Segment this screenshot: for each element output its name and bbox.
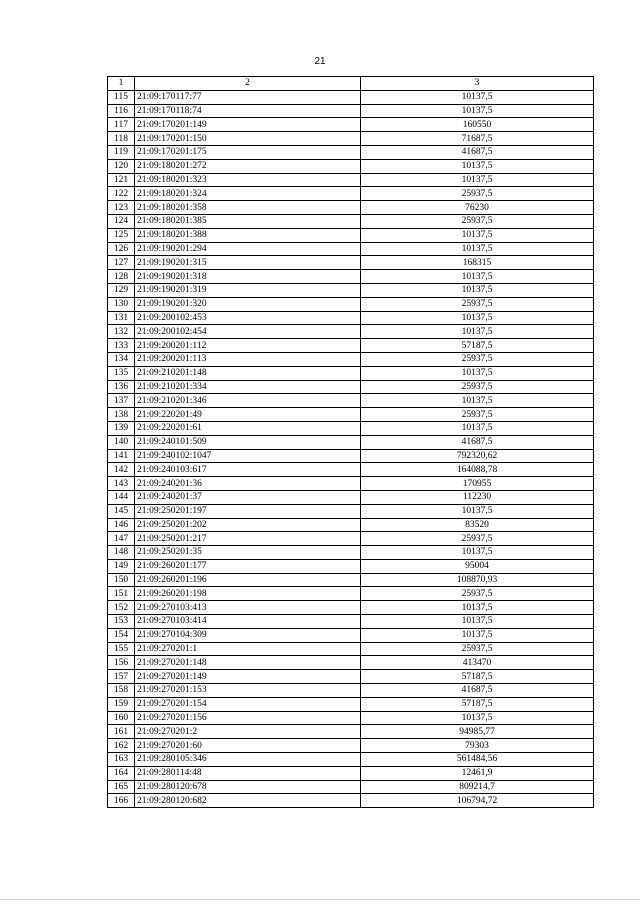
table-row <box>108 214 594 228</box>
value-cell: 160550 <box>361 118 594 132</box>
value-cell: 792320,62 <box>361 449 594 463</box>
table-row <box>108 366 594 380</box>
table-row <box>108 477 594 491</box>
row-number-cell: 123 <box>108 201 135 215</box>
value-cell: 10137,5 <box>361 615 594 629</box>
row-number-cell: 153 <box>108 615 135 629</box>
table-row <box>108 532 594 546</box>
value-cell: 809214,7 <box>361 780 594 794</box>
value-cell: 95004 <box>361 559 594 573</box>
row-number-cell: 128 <box>108 270 135 284</box>
cadastral-number-cell: 21:09:180201:358 <box>135 201 361 215</box>
row-number-cell: 164 <box>108 766 135 780</box>
value-cell: 10137,5 <box>361 711 594 725</box>
cadastral-number-cell: 21:09:190201:294 <box>135 242 361 256</box>
cadastral-number-cell: 21:09:190201:315 <box>135 256 361 270</box>
row-number-cell: 134 <box>108 352 135 366</box>
table-row <box>108 435 594 449</box>
cadastral-number-cell: 21:09:270103:413 <box>135 601 361 615</box>
row-number-cell: 137 <box>108 394 135 408</box>
cadastral-number-cell: 21:09:250201:202 <box>135 518 361 532</box>
value-cell: 41687,5 <box>361 435 594 449</box>
cadastral-number-cell: 21:09:200102:453 <box>135 311 361 325</box>
value-cell: 112230 <box>361 490 594 504</box>
cadastral-number-cell: 21:09:190201:320 <box>135 297 361 311</box>
value-cell: 10137,5 <box>361 228 594 242</box>
row-number-cell: 152 <box>108 601 135 615</box>
value-cell: 25937,5 <box>361 587 594 601</box>
row-number-cell: 160 <box>108 711 135 725</box>
row-number-cell: 141 <box>108 449 135 463</box>
row-number-cell: 116 <box>108 104 135 118</box>
cadastral-number-cell: 21:09:270201:149 <box>135 670 361 684</box>
cadastral-number-cell: 21:09:200201:113 <box>135 352 361 366</box>
cadastral-number-cell: 21:09:280120:678 <box>135 780 361 794</box>
cadastral-value-table <box>107 76 594 808</box>
row-number-cell: 147 <box>108 532 135 546</box>
row-number-cell: 163 <box>108 753 135 767</box>
row-number-cell: 150 <box>108 573 135 587</box>
cadastral-number-cell: 21:09:170201:149 <box>135 118 361 132</box>
cadastral-number-cell: 21:09:210201:148 <box>135 366 361 380</box>
table-row <box>108 739 594 753</box>
cadastral-number-cell: 21:09:240101:509 <box>135 435 361 449</box>
row-number-cell: 162 <box>108 739 135 753</box>
table-row <box>108 559 594 573</box>
value-cell: 25937,5 <box>361 408 594 422</box>
cadastral-number-cell: 21:09:270201:2 <box>135 725 361 739</box>
table-row <box>108 187 594 201</box>
row-number-cell: 129 <box>108 283 135 297</box>
value-cell: 170955 <box>361 477 594 491</box>
value-cell: 10137,5 <box>361 601 594 615</box>
table-row <box>108 394 594 408</box>
cadastral-number-cell: 21:09:180201:324 <box>135 187 361 201</box>
row-number-cell: 138 <box>108 408 135 422</box>
value-cell: 94985,77 <box>361 725 594 739</box>
column-header-number: 1 <box>108 77 135 91</box>
value-cell: 25937,5 <box>361 187 594 201</box>
cadastral-number-cell: 21:09:180201:385 <box>135 214 361 228</box>
value-cell: 12461,9 <box>361 766 594 780</box>
row-number-cell: 155 <box>108 642 135 656</box>
row-number-cell: 157 <box>108 670 135 684</box>
table-row <box>108 684 594 698</box>
table-row <box>108 90 594 104</box>
value-cell: 10137,5 <box>361 90 594 104</box>
table-row <box>108 325 594 339</box>
value-cell: 10137,5 <box>361 394 594 408</box>
table-row <box>108 587 594 601</box>
row-number-cell: 151 <box>108 587 135 601</box>
table-row <box>108 642 594 656</box>
value-cell: 25937,5 <box>361 380 594 394</box>
value-cell: 57187,5 <box>361 339 594 353</box>
cadastral-number-cell: 21:09:180201:323 <box>135 173 361 187</box>
table-row <box>108 725 594 739</box>
value-cell: 10137,5 <box>361 104 594 118</box>
value-cell: 561484,56 <box>361 753 594 767</box>
table-row <box>108 628 594 642</box>
cadastral-number-cell: 21:09:260201:177 <box>135 559 361 573</box>
cadastral-number-cell: 21:09:190201:319 <box>135 283 361 297</box>
row-number-cell: 158 <box>108 684 135 698</box>
value-cell: 10137,5 <box>361 159 594 173</box>
row-number-cell: 154 <box>108 628 135 642</box>
value-cell: 25937,5 <box>361 352 594 366</box>
cadastral-number-cell: 21:09:210201:334 <box>135 380 361 394</box>
row-number-cell: 127 <box>108 256 135 270</box>
table-row <box>108 780 594 794</box>
table-row <box>108 283 594 297</box>
page-bottom-edge <box>0 899 640 900</box>
value-cell: 25937,5 <box>361 642 594 656</box>
cadastral-number-cell: 21:09:270201:156 <box>135 711 361 725</box>
cadastral-number-cell: 21:09:200102:454 <box>135 325 361 339</box>
row-number-cell: 115 <box>108 90 135 104</box>
table-body <box>108 90 594 807</box>
row-number-cell: 121 <box>108 173 135 187</box>
row-number-cell: 144 <box>108 490 135 504</box>
value-cell: 25937,5 <box>361 297 594 311</box>
value-cell: 10137,5 <box>361 283 594 297</box>
table-row <box>108 242 594 256</box>
cadastral-number-cell: 21:09:170201:150 <box>135 132 361 146</box>
table-row <box>108 228 594 242</box>
row-number-cell: 165 <box>108 780 135 794</box>
value-cell: 79303 <box>361 739 594 753</box>
table-row <box>108 794 594 808</box>
table-row <box>108 339 594 353</box>
cadastral-number-cell: 21:09:270201:148 <box>135 656 361 670</box>
value-cell: 413470 <box>361 656 594 670</box>
value-cell: 10137,5 <box>361 546 594 560</box>
table-row <box>108 201 594 215</box>
value-cell: 25937,5 <box>361 214 594 228</box>
table-row <box>108 311 594 325</box>
row-number-cell: 142 <box>108 463 135 477</box>
value-cell: 25937,5 <box>361 532 594 546</box>
value-cell: 71687,5 <box>361 132 594 146</box>
cadastral-number-cell: 21:09:250201:197 <box>135 504 361 518</box>
table-row <box>108 615 594 629</box>
cadastral-number-cell: 21:09:250201:217 <box>135 532 361 546</box>
value-cell: 106794,72 <box>361 794 594 808</box>
value-cell: 10137,5 <box>361 504 594 518</box>
row-number-cell: 117 <box>108 118 135 132</box>
table-row <box>108 173 594 187</box>
table-row <box>108 104 594 118</box>
table-row <box>108 504 594 518</box>
table-row <box>108 408 594 422</box>
value-cell: 57187,5 <box>361 697 594 711</box>
row-number-cell: 125 <box>108 228 135 242</box>
table-header-row <box>108 77 594 91</box>
cadastral-number-cell: 21:09:250201:35 <box>135 546 361 560</box>
value-cell: 10137,5 <box>361 270 594 284</box>
cadastral-number-cell: 21:09:240201:36 <box>135 477 361 491</box>
row-number-cell: 139 <box>108 421 135 435</box>
row-number-cell: 133 <box>108 339 135 353</box>
cadastral-number-cell: 21:09:190201:318 <box>135 270 361 284</box>
row-number-cell: 159 <box>108 697 135 711</box>
cadastral-number-cell: 21:09:200201:112 <box>135 339 361 353</box>
cadastral-number-cell: 21:09:170201:175 <box>135 145 361 159</box>
table-row <box>108 132 594 146</box>
cadastral-number-cell: 21:09:280114:48 <box>135 766 361 780</box>
value-cell: 83520 <box>361 518 594 532</box>
row-number-cell: 143 <box>108 477 135 491</box>
row-number-cell: 131 <box>108 311 135 325</box>
value-cell: 10137,5 <box>361 366 594 380</box>
row-number-cell: 126 <box>108 242 135 256</box>
table-row <box>108 546 594 560</box>
table-row <box>108 670 594 684</box>
cadastral-number-cell: 21:09:170118:74 <box>135 104 361 118</box>
row-number-cell: 146 <box>108 518 135 532</box>
cadastral-number-cell: 21:09:180201:388 <box>135 228 361 242</box>
value-cell: 164088,78 <box>361 463 594 477</box>
table-row <box>108 352 594 366</box>
value-cell: 41687,5 <box>361 145 594 159</box>
cadastral-number-cell: 21:09:260201:196 <box>135 573 361 587</box>
cadastral-number-cell: 21:09:240103:617 <box>135 463 361 477</box>
cadastral-number-cell: 21:09:180201:272 <box>135 159 361 173</box>
cadastral-number-cell: 21:09:280105:346 <box>135 753 361 767</box>
row-number-cell: 124 <box>108 214 135 228</box>
value-cell: 76230 <box>361 201 594 215</box>
table-row <box>108 518 594 532</box>
row-number-cell: 136 <box>108 380 135 394</box>
cadastral-number-cell: 21:09:270201:1 <box>135 642 361 656</box>
cadastral-number-cell: 21:09:240102:1047 <box>135 449 361 463</box>
cadastral-number-cell: 21:09:240201:37 <box>135 490 361 504</box>
table-row <box>108 697 594 711</box>
table-row <box>108 270 594 284</box>
row-number-cell: 145 <box>108 504 135 518</box>
cadastral-number-cell: 21:09:270103:414 <box>135 615 361 629</box>
table-row <box>108 490 594 504</box>
cadastral-number-cell: 21:09:260201:198 <box>135 587 361 601</box>
table-row <box>108 573 594 587</box>
row-number-cell: 120 <box>108 159 135 173</box>
table-row <box>108 766 594 780</box>
row-number-cell: 149 <box>108 559 135 573</box>
value-cell: 10137,5 <box>361 311 594 325</box>
cadastral-number-cell: 21:09:270104:309 <box>135 628 361 642</box>
value-cell: 10137,5 <box>361 421 594 435</box>
row-number-cell: 132 <box>108 325 135 339</box>
table-row <box>108 711 594 725</box>
value-cell: 10137,5 <box>361 628 594 642</box>
table-row <box>108 463 594 477</box>
table-row <box>108 449 594 463</box>
value-cell: 10137,5 <box>361 242 594 256</box>
row-number-cell: 122 <box>108 187 135 201</box>
value-cell: 57187,5 <box>361 670 594 684</box>
row-number-cell: 140 <box>108 435 135 449</box>
row-number-cell: 166 <box>108 794 135 808</box>
row-number-cell: 130 <box>108 297 135 311</box>
row-number-cell: 118 <box>108 132 135 146</box>
cadastral-number-cell: 21:09:270201:153 <box>135 684 361 698</box>
value-cell: 168315 <box>361 256 594 270</box>
table-row <box>108 297 594 311</box>
table-row <box>108 256 594 270</box>
row-number-cell: 135 <box>108 366 135 380</box>
cadastral-number-cell: 21:09:220201:49 <box>135 408 361 422</box>
value-cell: 108870,93 <box>361 573 594 587</box>
cadastral-number-cell: 21:09:270201:60 <box>135 739 361 753</box>
value-cell: 10137,5 <box>361 325 594 339</box>
table-row <box>108 601 594 615</box>
row-number-cell: 148 <box>108 546 135 560</box>
row-number-cell: 161 <box>108 725 135 739</box>
column-header-cadastral-number: 2 <box>135 77 361 91</box>
table-row <box>108 145 594 159</box>
cadastral-number-cell: 21:09:280120:682 <box>135 794 361 808</box>
value-cell: 10137,5 <box>361 173 594 187</box>
page-number: 21 <box>314 56 326 67</box>
column-header-value: 3 <box>361 77 594 91</box>
cadastral-number-cell: 21:09:210201:346 <box>135 394 361 408</box>
table-row <box>108 380 594 394</box>
table-row <box>108 421 594 435</box>
value-cell: 41687,5 <box>361 684 594 698</box>
cadastral-number-cell: 21:09:220201:61 <box>135 421 361 435</box>
row-number-cell: 156 <box>108 656 135 670</box>
cadastral-number-cell: 21:09:170117:77 <box>135 90 361 104</box>
table-row <box>108 656 594 670</box>
table-row <box>108 159 594 173</box>
table-row <box>108 118 594 132</box>
row-number-cell: 119 <box>108 145 135 159</box>
table-row <box>108 753 594 767</box>
cadastral-number-cell: 21:09:270201:154 <box>135 697 361 711</box>
